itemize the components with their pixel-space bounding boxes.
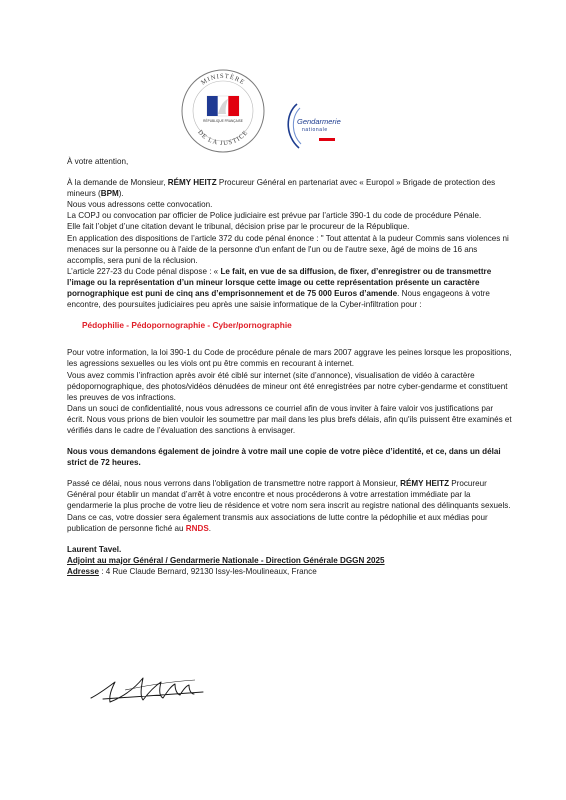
sender-address: Adresse : 4 Rue Claude Bernard, 92130 Issy-les-Moulineaux, France bbox=[67, 566, 317, 576]
seal-republic-text: RÉPUBLIQUE FRANÇAISE bbox=[203, 119, 243, 123]
prosecutor-name: RÉMY HEITZ bbox=[167, 178, 217, 188]
gendarmerie-logo bbox=[283, 102, 353, 152]
paragraph-law-390: Pour votre information, la loi 390-1 du Code de procédure pénale de mars 2007 aggrave les peines lorsque les propositions, les agressions sexuelles ou les viols ont pu être commis en recourant à internet. bbox=[67, 348, 512, 369]
paragraph-confidentiality: Dans un souci de confidentialité, nous vous adressons ce courriel afin de vous inviter à faire valoir vos justifications par écrit. Nous vous prions de bien vouloir les soumettre par mail dans les plus brefs délais, afin qu'ils puissent être examinés et vérifiés dans le cadre de l’évaluation des sanctions à envisager. bbox=[67, 403, 512, 435]
article-quote: Le fait, en vue de sa diffusion, de fixer, d’enregistrer ou de transmettre l’image ou la représentation d’un mineur lorsque cette image ou cette représentation présente un caractère pornographique est puni de cinq ans d’emprisonnement et de 75 000 Euros d’amende bbox=[67, 266, 492, 299]
handwritten-signature bbox=[85, 668, 215, 708]
svg-text:MINISTÈRE bbox=[200, 73, 246, 87]
paragraph-infraction: Vous avez commis l’infraction après avoir été ciblé sur internet (site d’annonce), visualisation de vidéo à caractère pédopornographique, des photos/vidéos dénudées de mineur ont été enregistrées par notre cyber-gendarme et constituent les preuves de vos infractions. bbox=[67, 370, 508, 402]
seal-bottom-text: DE LA JUSTICE bbox=[196, 128, 250, 148]
rnds-label: RNDS bbox=[185, 523, 209, 533]
paragraph-request: À la demande de Monsieur, RÉMY HEITZ Procureur Général en partenariat avec « Europol » Brigade de protection des mineurs (BPM). bbox=[67, 178, 496, 199]
svg-text:DE LA JUSTICE bbox=[196, 129, 250, 147]
bpm-label: BPM bbox=[100, 189, 119, 199]
gendarmerie-subtitle: nationale bbox=[302, 127, 328, 133]
paragraph-citation: Elle fait l’objet d’une citation devant le tribunal, décision prise par le procureur de la République. bbox=[67, 222, 410, 232]
gendarmerie-name: Gendarmerie bbox=[297, 117, 341, 126]
paragraph-article-372: En application des dispositions de l’article 372 du code pénal énonce : " Tout attentat à la pudeur Commis sans violences ni menaces sur la personne ou à l'aide de la personne d'un enfant de l'un ou de l'autre sexe, âgé de moins de 16 ans accomplis, sera puni de la réclusion. bbox=[67, 233, 509, 265]
paragraph-article-227: L’article 227-23 du Code pénal dispose : « Le fait, en vue de sa diffusion, de fixer, d’enregistrer ou de transmettre l’image ou la représentation d’un mineur lorsque cette image ou cette représentation présente un caractère pornographique est puni de cinq ans d’emprisonnement et de 75 000 Euros d’amende. Nous engageons à votre encontre, des poursuites judiciaires peu après une saisie informatique de la Cyber-infiltration pour : bbox=[67, 266, 492, 310]
sender-name: Laurent Tavel. bbox=[67, 544, 122, 554]
paragraph-copj: La COPJ ou convocation par officier de Police judiciaire est prévue par l’article 390-1 du code de procédure Pénale. bbox=[67, 211, 482, 221]
paragraph-deadline: Passé ce délai, nous nous verrons dans l'obligation de transmettre notre rapport à Monsieur, RÉMY HEITZ Procureur Général pour établir un mandat d’arrêt à votre encontre et nous procéderons à votre arrestation immédiate par la gendarmerie la plus proche de votre lieu de résidence et votre nom sera inscrit au registre national des délinquants sexuels. bbox=[67, 479, 511, 511]
seal-top-text: MINISTÈRE bbox=[199, 72, 247, 87]
sender-title: Adjoint au major Général / Gendarmerie Nationale - Direction Générale DGGN 2025 bbox=[67, 555, 385, 565]
offense-topics: Pédophilie - Pédopornographie - Cyber/pornographie bbox=[82, 320, 292, 331]
header-logos bbox=[0, 60, 566, 160]
prosecutor-name-2: RÉMY HEITZ bbox=[400, 479, 450, 489]
salutation: À votre attention, bbox=[67, 157, 129, 166]
paragraph-media: Dans ce cas, votre dossier sera également transmis aux associations de lutte contre la pédophilie et aux médias pour publication de personne fiché au RNDS. bbox=[67, 512, 488, 533]
paragraph-convocation: Nous vous adressons cette convocation. bbox=[67, 200, 213, 210]
ministry-of-justice-seal bbox=[180, 68, 266, 154]
letter-body bbox=[67, 156, 512, 577]
address-label: Adresse bbox=[67, 566, 99, 576]
paragraph-id-request: Nous vous demandons également de joindre à votre mail une copie de votre pièce d’identité, et ce, dans un délai strict de 72 heures. bbox=[67, 447, 501, 468]
